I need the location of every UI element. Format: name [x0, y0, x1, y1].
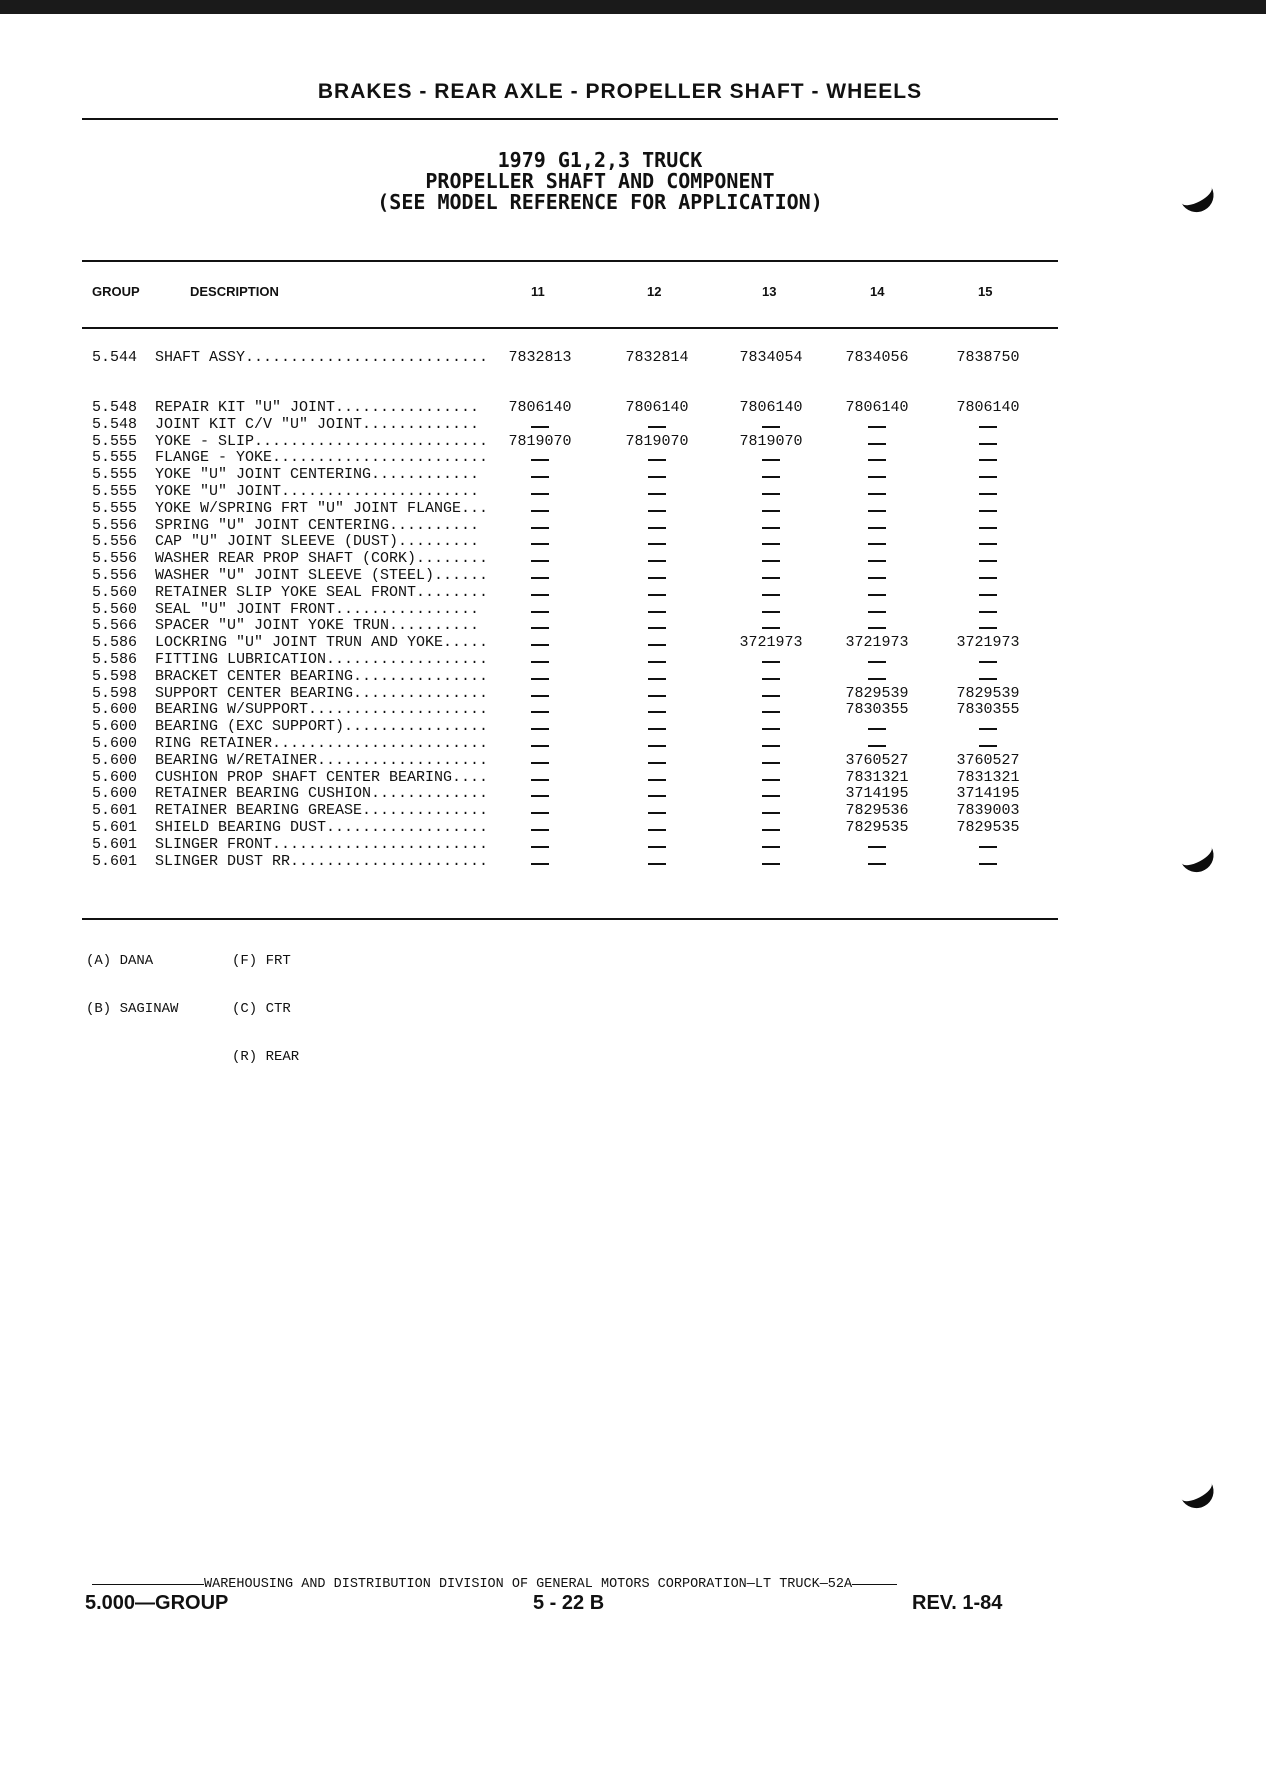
- no-part-dash: [979, 678, 997, 680]
- no-part-dash: [648, 762, 666, 764]
- no-part-dash: [762, 611, 780, 613]
- legend-item: (C) CTR: [232, 1001, 291, 1017]
- no-part-dash: [648, 795, 666, 797]
- no-part-dash: [979, 745, 997, 747]
- row-description: JOINT KIT C/V "U" JOINT.............: [155, 415, 480, 433]
- row-group-number: 5.555: [92, 449, 138, 467]
- column-header-12: 12: [647, 284, 662, 299]
- no-part-dash: [648, 745, 666, 747]
- part-number-cell: 7834056: [845, 349, 909, 366]
- no-part-dash: [762, 510, 780, 512]
- column-header-description: DESCRIPTION: [190, 284, 279, 299]
- row-group-number: 5.556: [92, 567, 138, 584]
- no-part-dash: [868, 443, 886, 445]
- row-description: WASHER REAR PROP SHAFT (CORK)........: [155, 550, 489, 568]
- row-description: YOKE "U" JOINT CENTERING............: [155, 466, 480, 484]
- no-part-dash: [648, 426, 666, 428]
- no-part-dash: [762, 527, 780, 529]
- no-part-dash: [868, 543, 886, 545]
- row-description: RETAINER SLIP YOKE SEAL FRONT........: [155, 583, 489, 601]
- no-part-dash: [979, 527, 997, 529]
- part-number-cell: 7829535: [845, 819, 909, 836]
- footer-rule-left: [92, 1584, 204, 1585]
- row-group-number: 5.555: [92, 499, 138, 517]
- no-part-dash: [979, 426, 997, 428]
- part-number-cell: 7806140: [845, 399, 909, 416]
- no-part-dash: [762, 779, 780, 781]
- row-group-number: 5.566: [92, 617, 138, 635]
- part-number-cell: 7829535: [956, 819, 1020, 836]
- part-number-cell: 3714195: [845, 785, 909, 803]
- no-part-dash: [979, 611, 997, 613]
- no-part-dash: [979, 510, 997, 512]
- column-header-11: 11: [531, 284, 545, 299]
- section-subtitle: [200, 150, 1000, 213]
- no-part-dash: [868, 459, 886, 461]
- no-part-dash: [762, 846, 780, 848]
- no-part-dash: [762, 829, 780, 831]
- column-header-group: GROUP: [92, 284, 140, 299]
- footer-rule-right: [852, 1584, 897, 1585]
- row-group-number: 5.586: [92, 634, 138, 652]
- row-description: YOKE - SLIP..........................: [155, 432, 489, 450]
- no-part-dash: [868, 577, 886, 579]
- part-number-cell: 3721973: [739, 634, 803, 652]
- no-part-dash: [868, 678, 886, 680]
- row-group-number: 5.560: [92, 600, 138, 618]
- row-group-number: 5.601: [92, 819, 138, 836]
- no-part-dash: [979, 863, 997, 865]
- footer-group: 5.000—GROUP: [85, 1592, 229, 1614]
- row-description: FLANGE - YOKE........................: [155, 449, 489, 467]
- part-number-cell: 7834054: [739, 349, 803, 366]
- part-number-cell: 7806140: [956, 399, 1020, 416]
- part-number-cell: 7806140: [739, 399, 803, 416]
- part-number-cell: 7831321: [845, 768, 909, 786]
- no-part-dash: [531, 678, 549, 680]
- no-part-dash: [648, 577, 666, 579]
- part-number-cell: 7829536: [845, 802, 909, 820]
- row-group-number: 5.555: [92, 483, 138, 500]
- no-part-dash: [979, 459, 997, 461]
- no-part-dash: [979, 627, 997, 629]
- part-number-cell: 7806140: [508, 399, 572, 416]
- part-number-cell: 7830355: [956, 701, 1020, 719]
- no-part-dash: [531, 829, 549, 831]
- footer-division-text: WAREHOUSING AND DISTRIBUTION DIVISION OF GENERAL MOTORS CORPORATION—LT TRUCK—52A: [204, 1577, 853, 1592]
- no-part-dash: [868, 863, 886, 865]
- legend-item: (R) REAR: [232, 1049, 300, 1065]
- no-part-dash: [531, 745, 549, 747]
- no-part-dash: [531, 863, 549, 865]
- no-part-dash: [648, 493, 666, 495]
- no-part-dash: [531, 560, 549, 562]
- no-part-dash: [868, 627, 886, 629]
- no-part-dash: [762, 476, 780, 478]
- no-part-dash: [531, 644, 549, 646]
- no-part-dash: [531, 510, 549, 512]
- no-part-dash: [531, 459, 549, 461]
- no-part-dash: [979, 476, 997, 478]
- no-part-dash: [762, 661, 780, 663]
- no-part-dash: [868, 745, 886, 747]
- subtitle-line: (SEE MODEL REFERENCE FOR APPLICATION): [377, 190, 823, 214]
- part-number-cell: 3760527: [845, 751, 909, 769]
- legend-item: (A) DANA: [86, 953, 154, 969]
- binder-clip-mark: [1174, 1470, 1219, 1514]
- page-header-title: BRAKES - REAR AXLE - PROPELLER SHAFT - WHEELS: [317, 80, 923, 103]
- row-description: CAP "U" JOINT SLEEVE (DUST).........: [155, 533, 480, 551]
- legend-left: [86, 921, 178, 1033]
- no-part-dash: [531, 426, 549, 428]
- no-part-dash: [762, 577, 780, 579]
- row-group-number: 5.556: [92, 516, 138, 534]
- no-part-dash: [762, 711, 780, 713]
- no-part-dash: [531, 627, 549, 629]
- row-group-number: 5.598: [92, 684, 138, 702]
- part-number-cell: 7830355: [845, 701, 909, 719]
- no-part-dash: [531, 711, 549, 713]
- no-part-dash: [648, 627, 666, 629]
- table-top-rule: [82, 260, 1058, 262]
- no-part-dash: [868, 510, 886, 512]
- row-group-number: 5.555: [92, 466, 138, 484]
- no-part-dash: [868, 846, 886, 848]
- header-rule: [82, 118, 1058, 120]
- row-group-number: 5.600: [92, 718, 138, 736]
- part-number-cell: 7832814: [625, 349, 689, 366]
- no-part-dash: [648, 644, 666, 646]
- binder-clip-mark: [1174, 834, 1219, 878]
- no-part-dash: [531, 493, 549, 495]
- row-description: RETAINER BEARING GREASE..............: [155, 802, 489, 820]
- row-description: BEARING W/RETAINER...................: [155, 751, 489, 769]
- part-number-cell: 7832813: [508, 349, 572, 366]
- no-part-dash: [762, 560, 780, 562]
- legend-item: (F) FRT: [232, 953, 291, 969]
- no-part-dash: [648, 459, 666, 461]
- no-part-dash: [531, 846, 549, 848]
- row-description: CUSHION PROP SHAFT CENTER BEARING....: [155, 768, 489, 786]
- no-part-dash: [979, 443, 997, 445]
- no-part-dash: [531, 543, 549, 545]
- no-part-dash: [868, 728, 886, 730]
- no-part-dash: [762, 762, 780, 764]
- part-number-cell: 3721973: [845, 634, 909, 652]
- row-description: SHAFT ASSY...........................: [155, 349, 489, 366]
- no-part-dash: [979, 493, 997, 495]
- row-description: SLINGER DUST RR......................: [155, 852, 489, 870]
- subtitle-line: PROPELLER SHAFT AND COMPONENT: [425, 169, 775, 193]
- no-part-dash: [531, 476, 549, 478]
- no-part-dash: [979, 577, 997, 579]
- legend-item: (B) SAGINAW: [86, 1001, 179, 1017]
- row-description: BRACKET CENTER BEARING...............: [155, 667, 489, 685]
- no-part-dash: [531, 795, 549, 797]
- no-part-dash: [868, 426, 886, 428]
- row-description: RETAINER BEARING CUSHION.............: [155, 785, 489, 803]
- row-group-number: 5.600: [92, 735, 138, 752]
- row-group-number: 5.600: [92, 785, 138, 803]
- part-number-cell: 3760527: [956, 751, 1020, 769]
- no-part-dash: [531, 695, 549, 697]
- column-header-14: 14: [870, 284, 885, 299]
- no-part-dash: [762, 627, 780, 629]
- row-description: WASHER "U" JOINT SLEEVE (STEEL)......: [155, 567, 489, 584]
- table-header-rule: [82, 327, 1058, 329]
- row-group-number: 5.560: [92, 583, 138, 601]
- row-group-number: 5.601: [92, 802, 138, 820]
- no-part-dash: [531, 812, 549, 814]
- no-part-dash: [868, 611, 886, 613]
- row-group-number: 5.600: [92, 701, 138, 719]
- no-part-dash: [648, 510, 666, 512]
- no-part-dash: [868, 594, 886, 596]
- part-number-cell: 7829539: [956, 684, 1020, 702]
- no-part-dash: [979, 560, 997, 562]
- row-group-number: 5.548: [92, 415, 138, 433]
- no-part-dash: [979, 661, 997, 663]
- no-part-dash: [762, 459, 780, 461]
- no-part-dash: [648, 678, 666, 680]
- no-part-dash: [762, 695, 780, 697]
- part-number-cell: 7819070: [739, 432, 803, 450]
- footer-division-line: [92, 1577, 932, 1592]
- no-part-dash: [648, 711, 666, 713]
- no-part-dash: [648, 779, 666, 781]
- no-part-dash: [762, 745, 780, 747]
- row-group-number: 5.556: [92, 550, 138, 568]
- no-part-dash: [979, 846, 997, 848]
- part-number-cell: 3714195: [956, 785, 1020, 803]
- no-part-dash: [979, 728, 997, 730]
- part-number-cell: 7829539: [845, 684, 909, 702]
- row-description: BEARING W/SUPPORT....................: [155, 701, 489, 719]
- no-part-dash: [648, 728, 666, 730]
- no-part-dash: [868, 493, 886, 495]
- no-part-dash: [648, 863, 666, 865]
- no-part-dash: [868, 661, 886, 663]
- row-description: FITTING LUBRICATION..................: [155, 651, 489, 668]
- no-part-dash: [531, 611, 549, 613]
- part-number-cell: 7819070: [508, 432, 572, 450]
- no-part-dash: [531, 577, 549, 579]
- row-group-number: 5.601: [92, 852, 138, 870]
- row-description: SUPPORT CENTER BEARING...............: [155, 684, 489, 702]
- part-number-cell: 7806140: [625, 399, 689, 416]
- no-part-dash: [648, 527, 666, 529]
- no-part-dash: [762, 678, 780, 680]
- no-part-dash: [648, 695, 666, 697]
- no-part-dash: [762, 812, 780, 814]
- row-description: SLINGER FRONT........................: [155, 835, 489, 853]
- no-part-dash: [531, 728, 549, 730]
- footer-revision: REV. 1-84: [912, 1592, 1003, 1614]
- row-group-number: 5.598: [92, 667, 138, 685]
- no-part-dash: [648, 812, 666, 814]
- no-part-dash: [762, 594, 780, 596]
- row-description: YOKE "U" JOINT......................: [155, 483, 480, 500]
- table-bottom-rule: [82, 918, 1058, 920]
- no-part-dash: [762, 426, 780, 428]
- row-description: RING RETAINER........................: [155, 735, 489, 752]
- no-part-dash: [648, 661, 666, 663]
- binder-clip-mark: [1174, 174, 1219, 218]
- row-group-number: 5.548: [92, 399, 138, 416]
- no-part-dash: [648, 829, 666, 831]
- no-part-dash: [979, 594, 997, 596]
- no-part-dash: [531, 594, 549, 596]
- legend-right: [232, 921, 299, 1081]
- row-description: YOKE W/SPRING FRT "U" JOINT FLANGE...: [155, 499, 489, 517]
- no-part-dash: [648, 543, 666, 545]
- row-group-number: 5.555: [92, 432, 138, 450]
- no-part-dash: [762, 543, 780, 545]
- footer-page-number: 5 - 22 B: [533, 1592, 605, 1614]
- part-number-cell: 7831321: [956, 768, 1020, 786]
- row-description: SPACER "U" JOINT YOKE TRUN..........: [155, 617, 480, 635]
- no-part-dash: [762, 795, 780, 797]
- row-description: SPRING "U" JOINT CENTERING..........: [155, 516, 480, 534]
- no-part-dash: [648, 846, 666, 848]
- column-header-15: 15: [978, 284, 993, 299]
- part-number-cell: 7839003: [956, 802, 1020, 820]
- no-part-dash: [531, 762, 549, 764]
- row-description: SEAL "U" JOINT FRONT................: [155, 600, 480, 618]
- no-part-dash: [868, 527, 886, 529]
- no-part-dash: [762, 728, 780, 730]
- no-part-dash: [868, 560, 886, 562]
- scan-edge: [0, 0, 1266, 14]
- no-part-dash: [762, 863, 780, 865]
- row-group-number: 5.556: [92, 533, 138, 551]
- row-group-number: 5.586: [92, 651, 138, 668]
- row-description: LOCKRING "U" JOINT TRUN AND YOKE.....: [155, 634, 489, 652]
- no-part-dash: [868, 476, 886, 478]
- no-part-dash: [531, 661, 549, 663]
- row-group-number: 5.600: [92, 768, 138, 786]
- part-number-cell: 7819070: [625, 432, 689, 450]
- row-description: REPAIR KIT "U" JOINT................: [155, 399, 480, 416]
- no-part-dash: [648, 594, 666, 596]
- no-part-dash: [648, 560, 666, 562]
- no-part-dash: [531, 527, 549, 529]
- part-number-cell: 3721973: [956, 634, 1020, 652]
- row-description: SHIELD BEARING DUST..................: [155, 819, 489, 836]
- column-header-13: 13: [762, 284, 777, 299]
- row-group-number: 5.601: [92, 835, 138, 853]
- no-part-dash: [531, 779, 549, 781]
- no-part-dash: [648, 476, 666, 478]
- no-part-dash: [648, 611, 666, 613]
- no-part-dash: [762, 493, 780, 495]
- part-number-cell: 7838750: [956, 349, 1020, 366]
- row-group-number: 5.544: [92, 349, 138, 366]
- subtitle-line: 1979 G1,2,3 TRUCK: [497, 148, 703, 172]
- no-part-dash: [979, 543, 997, 545]
- row-description: BEARING (EXC SUPPORT)................: [155, 718, 489, 736]
- row-group-number: 5.600: [92, 751, 138, 769]
